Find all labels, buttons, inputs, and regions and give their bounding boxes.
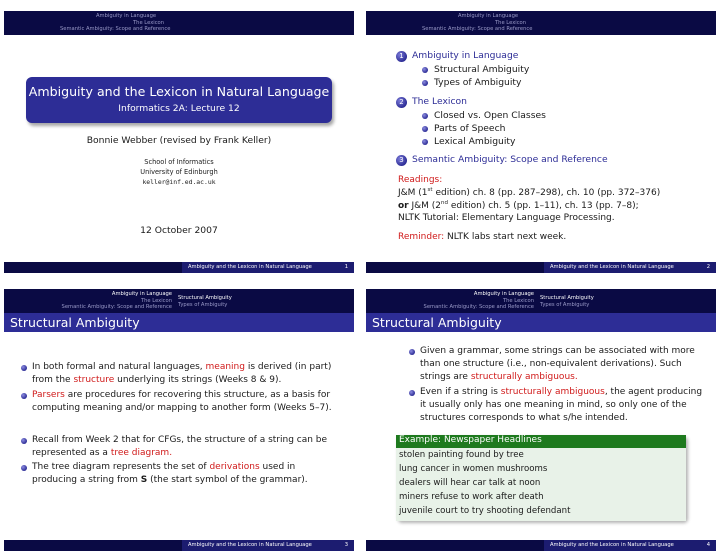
page-number: 1 [344, 264, 348, 270]
bullet-icon [21, 365, 27, 371]
slide-header [366, 289, 716, 313]
footer-course: Informatics 2A: Lecture 11 [469, 551, 538, 557]
bullet-4: The tree diagram represents the set of derivations used in producing a string from S (the start symbol of the grammar). [32, 461, 336, 487]
example-block [396, 435, 686, 521]
bullet-2: Parsers are procedures for recovering this structure, as a basis for computing meaning and/or mapping to another form (Weeks 5–7). [32, 389, 332, 415]
nav-section-1[interactable]: Ambiguity in Language [96, 13, 157, 19]
bullet-icon [21, 393, 27, 399]
nav-section-2[interactable]: The Lexicon [133, 19, 165, 26]
nav-section-3[interactable]: Semantic Ambiguity: Scope and Reference [60, 26, 171, 33]
section-label: Semantic Ambiguity: Scope and Reference [412, 154, 608, 165]
slide-1 [4, 11, 354, 279]
page-number: 3 [344, 542, 348, 548]
outline-item-label: Lexical Ambiguity [434, 136, 516, 147]
slide-header [4, 289, 354, 313]
bullet-icon [409, 349, 415, 355]
footer-title: Ambiguity and the Lexicon in Natural Language [188, 542, 312, 548]
nav-section-2[interactable]: The Lexicon [495, 19, 527, 26]
presentation-subtitle: Informatics 2A: Lecture 12 [118, 103, 240, 114]
headline: stolen painting found by tree [399, 450, 524, 460]
example-title: Example: Newspaper Headlines [399, 435, 542, 445]
section-number: 1 [396, 51, 407, 62]
author: Bonnie Webber (revised by Frank Keller) [86, 135, 272, 146]
page-number: 4 [706, 542, 710, 548]
email[interactable]: keller@inf.ed.ac.uk [142, 178, 216, 186]
footer-title: Ambiguity and the Lexicon in Natural Language [550, 542, 674, 548]
footer-course: Informatics 2A: Lecture 11 [469, 273, 538, 279]
slide-3 [4, 289, 354, 557]
frame-title: Structural Ambiguity [10, 315, 140, 330]
frame-title: Structural Ambiguity [372, 315, 502, 330]
headline: dealers will hear car talk at noon [399, 478, 541, 488]
frame-title-bar [366, 313, 716, 332]
title-box [26, 77, 332, 123]
slide-header [366, 11, 716, 35]
nav-sub-types[interactable]: Types of Ambiguity [540, 302, 590, 308]
bullet-3: Recall from Week 2 that for CFGs, the structure of a string can be represented as a tree diagram. [32, 434, 332, 460]
nav-sub-structural[interactable]: Structural Ambiguity [178, 295, 232, 301]
institute-line-1: School of Informatics [144, 158, 214, 166]
outline-item-label: Parts of Speech [434, 123, 506, 134]
nav-section-2[interactable]: The Lexicon [140, 297, 172, 304]
headline: miners refuse to work after death [399, 492, 544, 502]
bullet-icon [422, 67, 428, 73]
bullet-icon [422, 80, 428, 86]
bullet-icon [422, 126, 428, 132]
slide-2 [366, 11, 716, 279]
nav-section-3[interactable]: Semantic Ambiguity: Scope and Reference [423, 304, 534, 311]
bullet-icon [21, 465, 27, 471]
footer-title: Ambiguity and the Lexicon in Natural Language [188, 264, 312, 270]
headline: juvenile court to try shooting defendant [399, 506, 571, 516]
bullet-icon [409, 390, 415, 396]
section-label: The Lexicon [412, 96, 467, 107]
slide-footer [366, 540, 716, 557]
footer-course: Informatics 2A: Lecture 11 [107, 551, 176, 557]
footer-title: Ambiguity and the Lexicon in Natural Language [550, 264, 674, 270]
section-number: 2 [396, 97, 407, 108]
bullet-1: Given a grammar, some strings can be associated with more than one structure (i.e., non-equivalent derivations). Such strings are structurally ambiguous. [420, 345, 710, 385]
slide-footer [4, 540, 354, 557]
nav-section-3[interactable]: Semantic Ambiguity: Scope and Reference [422, 26, 533, 33]
nav-section-1[interactable]: Ambiguity in Language [111, 291, 172, 297]
headline: lung cancer in women mushrooms [399, 464, 548, 474]
date: 12 October 2007 [140, 225, 218, 236]
presentation-title: Ambiguity and the Lexicon in Natural Language [28, 84, 330, 99]
slide-footer [4, 262, 354, 279]
bullet-2: Even if a string is structurally ambiguous, the agent producing it usually only has one meaning in mind, so only one of the structures corresponds to what s/he intended. [420, 386, 710, 426]
frame-title-bar [4, 313, 354, 332]
nav-sub-types[interactable]: Types of Ambiguity [178, 302, 228, 308]
bullet-icon [422, 113, 428, 119]
section-label: Ambiguity in Language [412, 50, 519, 61]
reading-1: J&M (1st edition) ch. 8 (pp. 287–298), ch. 10 (pp. 372–376) [398, 187, 661, 198]
outline-item-label: Types of Ambiguity [434, 77, 522, 88]
reminder: Reminder: NLTK labs start next week. [398, 232, 567, 242]
slide-footer [366, 262, 716, 279]
section-number: 3 [396, 155, 407, 166]
footer-course: Informatics 2A: Lecture 11 [107, 273, 176, 279]
nav-sub-structural[interactable]: Structural Ambiguity [540, 295, 594, 301]
institute-line-2: University of Edinburgh [140, 168, 218, 176]
nav-section-3[interactable]: Semantic Ambiguity: Scope and Reference [61, 304, 172, 311]
bullet-1: In both formal and natural languages, meaning is derived (in part) from the structure underlying its strings (Weeks 8 & 9). [32, 361, 332, 387]
nav-section-1[interactable]: Ambiguity in Language [473, 291, 534, 297]
bullet-icon [21, 438, 27, 444]
bullet-icon [422, 139, 428, 145]
slide-4 [366, 289, 716, 557]
outline-item-label: Structural Ambiguity [434, 64, 530, 75]
page-number: 2 [706, 264, 710, 270]
reading-2: or J&M (2nd edition) ch. 5 (pp. 1–11), ch. 13 (pp. 7–8); [398, 200, 639, 211]
nav-section-2[interactable]: The Lexicon [502, 297, 534, 304]
outline-item-label: Closed vs. Open Classes [434, 110, 546, 121]
reading-3: NLTK Tutorial: Elementary Language Processing. [398, 213, 615, 223]
readings-label: Readings: [398, 175, 443, 185]
nav-section-1[interactable]: Ambiguity in Language [458, 13, 519, 19]
